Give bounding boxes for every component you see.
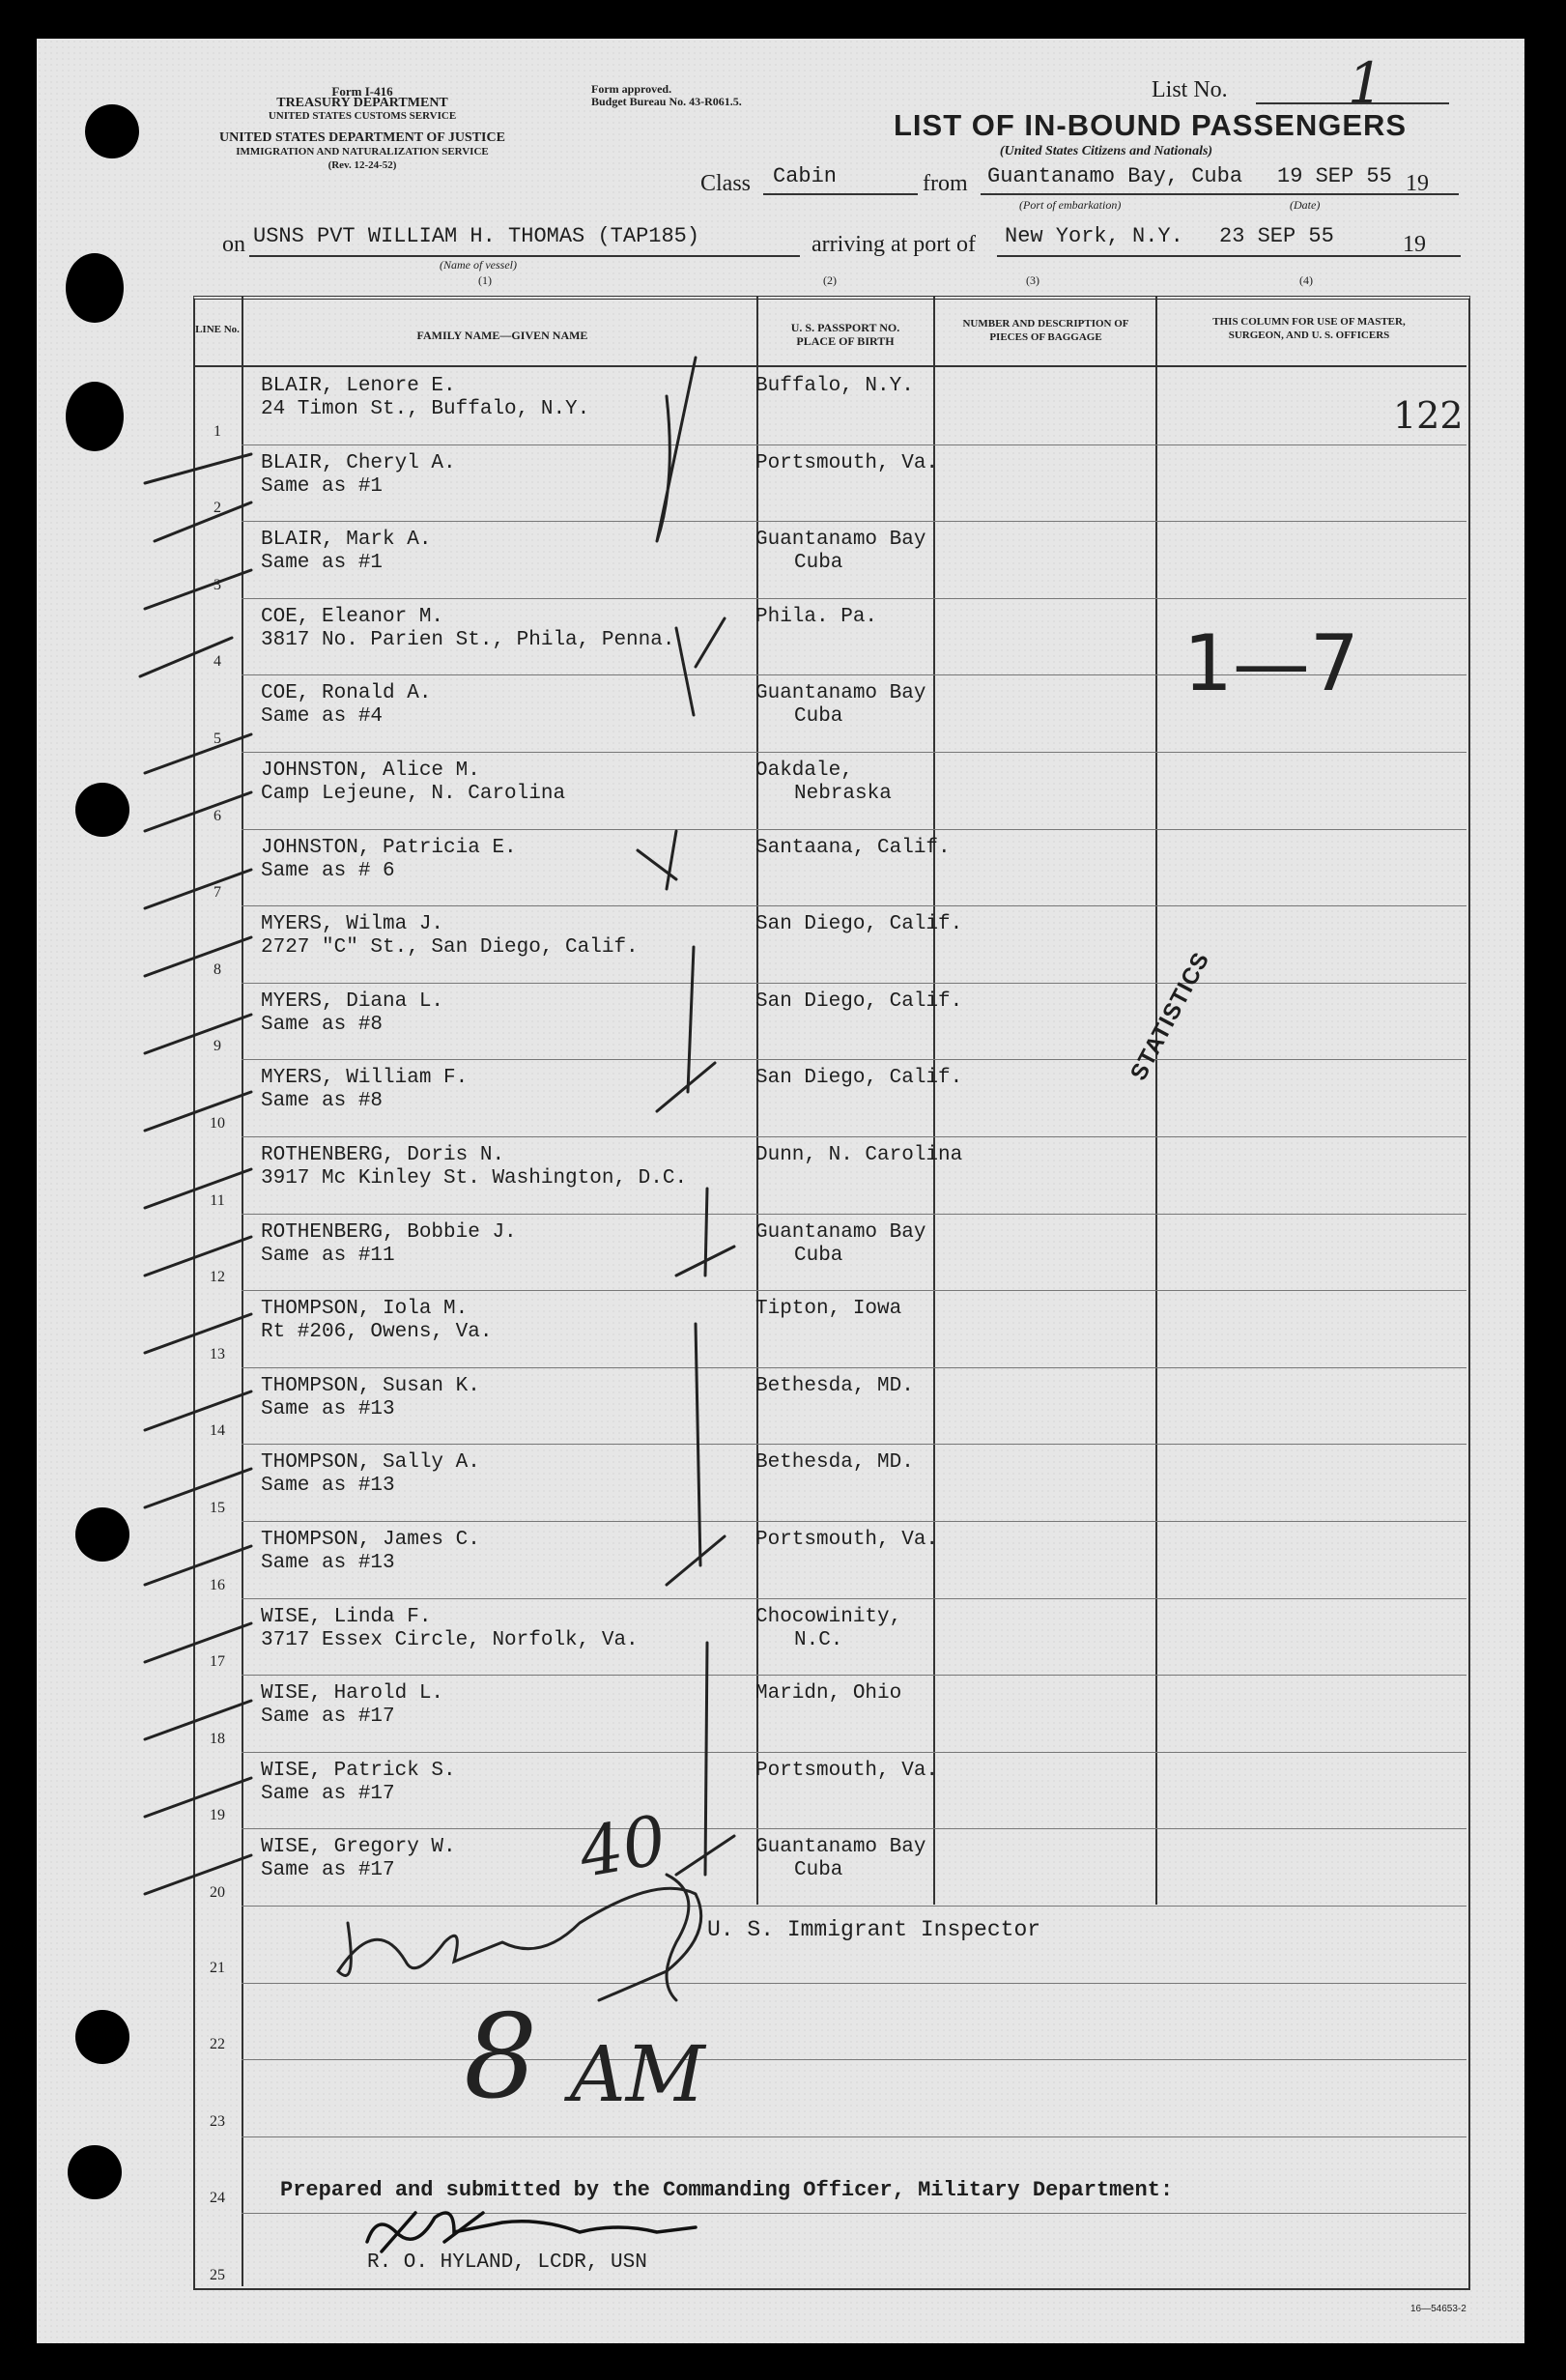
list-no-value: 1 — [1348, 50, 1383, 116]
passenger-address: Same as #17 — [261, 1859, 395, 1882]
col-caption-3: (3) — [1026, 273, 1039, 287]
passenger-name: BLAIR, Lenore E. — [261, 375, 456, 397]
passenger-name: MYERS, William F. — [261, 1067, 469, 1090]
passenger-name: ROTHENBERG, Doris N. — [261, 1144, 505, 1166]
passenger-name: THOMPSON, Sally A. — [261, 1451, 480, 1475]
line-number: 13 — [210, 1345, 225, 1362]
passenger-count: 122 — [1393, 394, 1464, 437]
inspector-title: U. S. Immigrant Inspector — [707, 1917, 1041, 1942]
birth-place: San Diego, Calif. — [755, 913, 963, 936]
line-number: 1 — [214, 422, 221, 440]
passenger-address: 3717 Essex Circle, Norfolk, Va. — [261, 1628, 639, 1651]
passenger-address: Same as #13 — [261, 1397, 395, 1420]
class-label: Class — [700, 171, 752, 196]
birth-place-line2: Cuba — [794, 1244, 843, 1267]
birth-place: Chocowinity, — [755, 1605, 902, 1628]
line-number: 11 — [210, 1191, 225, 1209]
birth-place-line2: Cuba — [794, 1859, 843, 1882]
passenger-name: COE, Eleanor M. — [261, 605, 444, 628]
department-of-justice: UNITED STATES DEPARTMENT OF JUSTICE — [219, 130, 505, 145]
passenger-address: Same as #13 — [261, 1552, 395, 1574]
line-number: 25 — [210, 2267, 225, 2283]
birth-place: Phila. Pa. — [755, 605, 878, 628]
line-number: 14 — [210, 1422, 225, 1440]
line-number: 8 — [214, 961, 221, 978]
line-number: 22 — [210, 2036, 225, 2053]
line-number: 17 — [210, 1653, 225, 1671]
treasury-department: TREASURY DEPARTMENT — [276, 96, 448, 110]
page-subtitle: (United States Citizens and Nationals) — [999, 144, 1213, 158]
form-approved: Form approved. — [591, 82, 672, 96]
immigration-service: IMMIGRATION AND NATURALIZATION SERVICE — [236, 146, 489, 158]
line-number: 12 — [210, 1269, 225, 1286]
passenger-address: Same as #17 — [261, 1706, 395, 1729]
birth-place: Dunn, N. Carolina — [755, 1144, 963, 1166]
birth-place: Bethesda, MD. — [755, 1374, 914, 1397]
date-caption: (Date) — [1290, 198, 1321, 212]
birth-place-line2: Cuba — [794, 705, 843, 729]
port-caption: (Port of embarkation) — [1019, 198, 1122, 212]
embarkation-date: 19 SEP 55 — [1277, 164, 1392, 188]
birth-place-line2: Cuba — [794, 552, 843, 575]
passenger-name: WISE, Patrick S. — [261, 1759, 456, 1782]
time-am: AM — [570, 2029, 705, 2119]
passenger-name: THOMPSON, Iola M. — [261, 1298, 469, 1321]
birth-place: Guantanamo Bay — [755, 1220, 926, 1244]
passenger-address: Camp Lejeune, N. Carolina — [261, 783, 566, 805]
passenger-address: Same as #8 — [261, 1090, 384, 1113]
vessel-caption: (Name of vessel) — [440, 258, 517, 272]
arrival-date: 23 SEP 55 — [1219, 224, 1334, 248]
birth-place: Guantanamo Bay — [755, 529, 926, 552]
form-code: 16—54653-2 — [1410, 2304, 1466, 2314]
line-number: 19 — [210, 1807, 225, 1824]
line-number: 20 — [210, 1884, 225, 1901]
line-number: 23 — [210, 2112, 225, 2130]
birth-place: Bethesda, MD. — [755, 1451, 914, 1475]
passenger-name: WISE, Gregory W. — [261, 1836, 456, 1859]
passenger-address: Rt #206, Owens, Va. — [261, 1321, 493, 1344]
passenger-name: THOMPSON, Susan K. — [261, 1374, 480, 1397]
birth-place: Portsmouth, Va. — [755, 451, 939, 474]
passenger-address: Same as #13 — [261, 1475, 395, 1498]
birth-place: San Diego, Calif. — [755, 989, 963, 1013]
year-label-1: 19 — [1406, 171, 1429, 196]
signer-name: R. O. HYLAND, LCDR, USN — [367, 2251, 647, 2274]
birth-place: Tipton, Iowa — [755, 1298, 902, 1321]
passenger-address: Same as #8 — [261, 1013, 384, 1036]
line-number: 16 — [210, 1576, 225, 1593]
line-number: 15 — [210, 1500, 225, 1516]
line-number: 9 — [214, 1038, 221, 1055]
passenger-address: Same as #1 — [261, 474, 384, 498]
time-hour: 8 — [464, 1991, 538, 2125]
passenger-address: 3917 Mc Kinley St. Washington, D.C. — [261, 1167, 688, 1190]
col-head-line: LINE No. — [195, 324, 240, 335]
arriving-label: arriving at port of — [811, 232, 976, 257]
birth-place-line2: Nebraska — [794, 783, 892, 805]
passenger-address: Same as # 6 — [261, 859, 395, 882]
passenger-name: MYERS, Diana L. — [261, 989, 444, 1013]
passenger-name: BLAIR, Mark A. — [261, 529, 432, 552]
passenger-name: WISE, Harold L. — [261, 1682, 444, 1706]
birth-place: Portsmouth, Va. — [755, 1759, 939, 1782]
form-revision: (Rev. 12-24-52) — [327, 159, 397, 171]
from-label: from — [923, 171, 968, 196]
passenger-address: Same as #4 — [261, 705, 384, 729]
passenger-name: JOHNSTON, Patricia E. — [261, 836, 517, 859]
prepared-by-text: Prepared and submitted by the Commanding Officer, Military Department: — [280, 2178, 1174, 2202]
vessel-name: USNS PVT WILLIAM H. THOMAS (TAP185) — [253, 224, 700, 248]
col-caption-1: (1) — [478, 273, 492, 287]
passenger-name: JOHNSTON, Alice M. — [261, 760, 480, 782]
birth-place: Guantanamo Bay — [755, 1836, 926, 1859]
class-value: Cabin — [773, 164, 838, 188]
line-number: 3 — [214, 576, 221, 593]
birth-place: San Diego, Calif. — [755, 1067, 963, 1090]
col-head-officers: THIS COLUMN FOR USE OF MASTER, SURGEON, AND U. S. OFFICERS — [1212, 316, 1406, 341]
birth-place: Buffalo, N.Y. — [755, 375, 914, 397]
passenger-address: 24 Timon St., Buffalo, N.Y. — [261, 398, 590, 420]
passenger-name: MYERS, Wilma J. — [261, 913, 444, 936]
form-number: Form I-416 — [331, 84, 393, 99]
birth-place: Santaana, Calif. — [755, 836, 951, 859]
col-head-passport: U. S. PASSPORT NO. PLACE OF BIRTH — [790, 321, 900, 348]
line-number: 21 — [210, 1959, 225, 1976]
statistics-stamp: STATISTICS — [1125, 947, 1215, 1085]
col-caption-4: (4) — [1299, 273, 1313, 287]
budget-bureau: Budget Bureau No. 43-R061.5. — [591, 95, 742, 108]
passenger-address: 2727 "C" St., San Diego, Calif. — [261, 936, 639, 960]
line-number: 6 — [214, 807, 221, 824]
passenger-address: Same as #11 — [261, 1244, 395, 1267]
passenger-name: COE, Ronald A. — [261, 682, 432, 705]
birth-place: Guantanamo Bay — [755, 682, 926, 705]
col-caption-2: (2) — [823, 273, 837, 287]
col-head-baggage: NUMBER AND DESCRIPTION OF PIECES OF BAGGAGE — [962, 318, 1129, 343]
page-range-note: 1—7 — [1183, 618, 1359, 708]
customs-service: UNITED STATES CUSTOMS SERVICE — [268, 110, 457, 122]
arrival-port: New York, N.Y. — [1005, 224, 1183, 248]
line-number: 7 — [214, 884, 221, 902]
passenger-address: 3817 No. Parien St., Phila, Penna. — [261, 628, 675, 651]
passenger-name: WISE, Linda F. — [261, 1605, 432, 1628]
page-title: LIST OF IN-BOUND PASSENGERS — [894, 108, 1408, 142]
col-head-name: FAMILY NAME—GIVEN NAME — [416, 329, 588, 342]
birth-place-line2: N.C. — [794, 1628, 843, 1651]
line-number: 10 — [210, 1115, 225, 1132]
line-number: 2 — [214, 500, 221, 517]
birth-place: Maridn, Ohio — [755, 1682, 902, 1706]
birth-place: Oakdale, — [755, 760, 853, 782]
line-number: 24 — [210, 2190, 225, 2207]
embarkation-port: Guantanamo Bay, Cuba — [987, 164, 1243, 188]
birth-place: Portsmouth, Va. — [755, 1529, 939, 1551]
line-number: 18 — [210, 1730, 225, 1747]
time-minutes: 40 — [573, 1799, 672, 1894]
year-label-2: 19 — [1403, 232, 1426, 257]
line-number: 4 — [214, 653, 221, 671]
on-label: on — [222, 232, 245, 257]
passenger-name: ROTHENBERG, Bobbie J. — [261, 1220, 517, 1244]
passenger-address: Same as #17 — [261, 1782, 395, 1805]
passenger-address: Same as #1 — [261, 552, 384, 575]
passenger-name: THOMPSON, James C. — [261, 1529, 480, 1551]
line-number: 5 — [214, 731, 221, 747]
passenger-name: BLAIR, Cheryl A. — [261, 451, 456, 474]
list-no-label: List No. — [1152, 77, 1228, 102]
